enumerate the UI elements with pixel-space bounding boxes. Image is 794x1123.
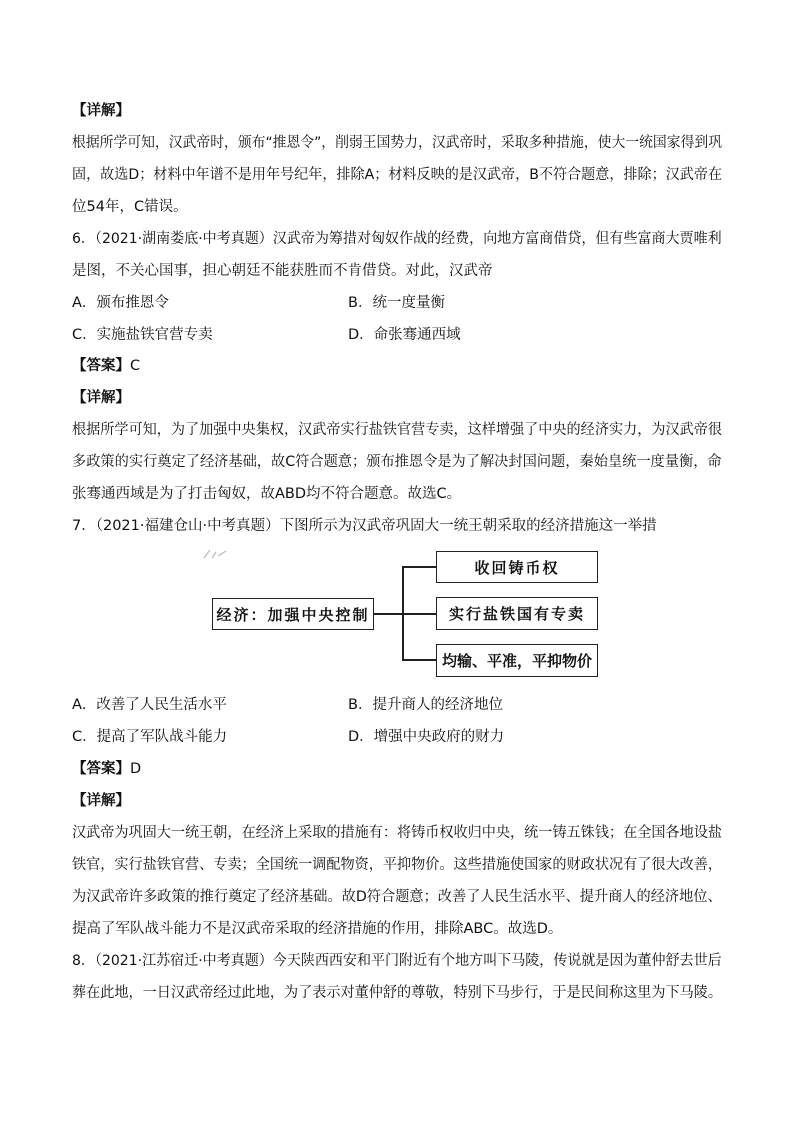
q7-option-b: B．提升商人的经济地位	[348, 697, 503, 713]
q6-answer	[72, 356, 140, 376]
question-6-stem: 6．（2021·湖南娄底·中考真题）汉武帝为筹措对匈奴作战的经费，向地方富商借贷，但有些富商大贾唯利	[72, 231, 722, 247]
diagram-branch-box: 收回铸币权	[436, 551, 598, 583]
q6-option-a: A．颁布推恩令	[72, 295, 169, 311]
q7-option-d: D．增强中央政府的财力	[348, 729, 505, 745]
q7-explanation-line: 提高了军队战斗能力不是汉武帝采取的经济措施的作用，排除ABC。故选D。	[72, 921, 563, 937]
explanation-heading: 【详解】	[72, 793, 130, 809]
question-6-stem: 是图，不关心国事，担心朝廷不能获胜而不肯借贷。对此，汉武帝	[72, 263, 493, 279]
diagram-root-box: 经济：加强中央控制	[212, 598, 374, 630]
question-8-stem: 8．（2021·江苏宿迁·中考真题）今天陕西西安和平门附近有个地方叫下马陵，传说就是因为董仲舒去世后	[72, 953, 722, 969]
q6-explanation-line: 根据所学可知，为了加强中央集权，汉武帝实行盐铁官营专卖，这样增强了中央的经济实力，为汉武帝很	[72, 422, 722, 438]
explanation-line: 位54年，C错误。	[72, 199, 188, 215]
explanation-line: 根据所学可知，汉武帝时，颁布“推恩令”，削弱王国势力，汉武帝时，采取多种措施，使大一统国家得到巩	[72, 135, 723, 151]
scan-mark-icon	[202, 548, 234, 560]
explanation-heading: 【详解】	[72, 103, 130, 119]
q7-explanation-line: 为汉武帝许多政策的推行奠定了经济基础。故D符合题意；改善了人民生活水平、提升商人的经济地位、	[72, 889, 722, 905]
diagram-connector	[402, 566, 436, 568]
answer-label: 【答案】	[72, 761, 130, 777]
q7-option-a: A．改善了人民生活水平	[72, 697, 227, 713]
question-8-stem: 葬在此地，一日汉武帝经过此地，为了表示对董仲舒的尊敬，特别下马步行，于是民间称这里为下马陵。	[72, 985, 722, 1001]
diagram-connector	[402, 659, 436, 661]
diagram-branch-box: 实行盐铁国有专卖	[436, 597, 598, 630]
answer-value: D	[130, 761, 142, 777]
diagram-connector	[374, 613, 403, 615]
q6-explanation-line: 多政策的实行奠定了经济基础，故C符合题意；颁布推恩令是为了解决封国问题，秦始皇统一度量衡，命	[72, 454, 722, 470]
q6-option-d: D．命张骞通西域	[348, 327, 461, 343]
diagram-branch-box: 均输、平准，平抑物价	[436, 644, 598, 677]
q6-option-b: B．统一度量衡	[348, 295, 445, 311]
answer-value: C	[130, 358, 141, 374]
q7-explanation-line: 汉武帝为巩固大一统王朝，在经济上采取的措施有：将铸币权收归中央，统一铸五铢钱；在全国各地设盐	[72, 825, 722, 841]
q7-option-c: C．提高了军队战斗能力	[72, 729, 228, 745]
diagram-connector	[402, 613, 436, 615]
q6-explanation-line: 张骞通西域是为了打击匈奴，故ABD均不符合题意。故选C。	[72, 486, 462, 502]
q7-explanation-line: 铁官，实行盐铁官营、专卖；全国统一调配物资，平抑物价。这些措施使国家的财政状况有了很大改善，	[72, 857, 722, 873]
question-7-stem: 7．（2021·福建仓山·中考真题）下图所示为汉武帝巩固大一统王朝采取的经济措施这一举措	[72, 518, 657, 534]
answer-label: 【答案】	[72, 358, 130, 374]
explanation-heading: 【详解】	[72, 390, 130, 406]
q7-answer	[72, 759, 141, 779]
explanation-line: 固，故选D；材料中年谱不是用年号纪年，排除A；材料反映的是汉武帝，B不符合题意，排除；汉武帝在	[72, 167, 723, 183]
q6-option-c: C．实施盐铁官营专卖	[72, 327, 213, 343]
